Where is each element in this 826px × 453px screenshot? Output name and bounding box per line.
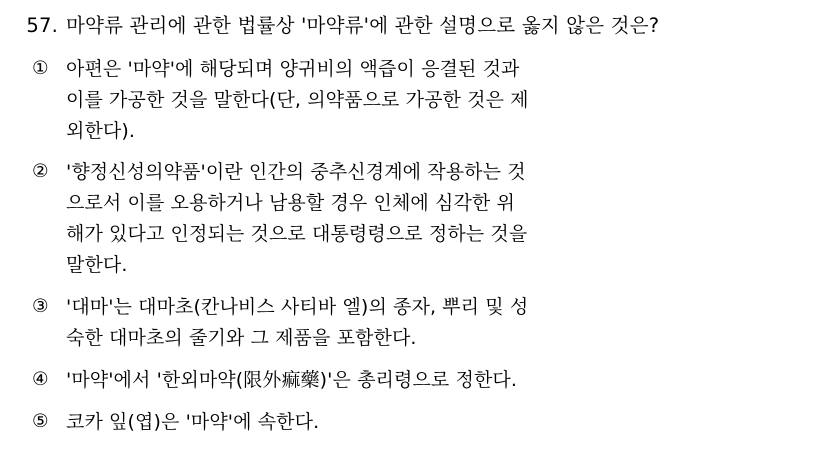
choice-marker-2: ② <box>32 161 49 183</box>
choice-marker-1: ① <box>32 57 49 79</box>
choice-text-1 <box>66 54 738 147</box>
choice-option-5[interactable] <box>18 407 808 438</box>
choice-text-2 <box>66 157 738 281</box>
choice-list <box>18 54 808 439</box>
choice-option-2[interactable] <box>18 157 808 281</box>
choice-3-line-2: 숙한 대마초의 줄기와 그 제품을 포함한다. <box>66 327 417 350</box>
choice-4-line-1: '마약'에서 '한외마약(限外痲藥)'은 총리령으로 정한다. <box>66 369 517 392</box>
question-text: 마약류 관리에 관한 법률상 '마약류'에 관한 설명으로 옳지 않은 것은? <box>66 14 660 37</box>
choice-1-line-1: 아편은 '마약'에 해당되며 양귀비의 액즙이 응결된 것과 <box>66 57 520 80</box>
choice-marker-4: ④ <box>32 369 49 391</box>
choice-text-5 <box>66 407 738 438</box>
choice-5-line-1: 코카 잎(엽)은 '마약'에 속한다. <box>66 411 320 434</box>
choice-text-3 <box>66 292 738 354</box>
choice-2-line-4: 말한다. <box>66 254 128 277</box>
choice-1-line-2: 이를 가공한 것을 말한다(단, 의약품으로 가공한 것은 제 <box>66 88 529 111</box>
choice-option-4[interactable] <box>18 365 808 396</box>
choice-option-3[interactable] <box>18 292 808 354</box>
choice-text-4 <box>66 365 738 396</box>
choice-2-line-1: '향정신성의약품'이란 인간의 중추신경계에 작용하는 것 <box>66 161 526 184</box>
choice-3-line-1: '대마'는 대마초(칸나비스 사티바 엘)의 종자, 뿌리 및 성 <box>66 296 529 319</box>
choice-1-line-3: 외한다). <box>66 119 136 142</box>
choice-marker-3: ③ <box>32 296 49 318</box>
choice-marker-5: ⑤ <box>32 411 49 433</box>
question-number: 57. <box>26 14 58 37</box>
choice-2-line-3: 해가 있다고 인정되는 것으로 대통령령으로 정하는 것을 <box>66 223 528 246</box>
choice-2-line-2: 으로서 이를 오용하거나 남용할 경우 인체에 심각한 위 <box>66 192 515 215</box>
question-stem <box>18 10 808 42</box>
choice-option-1[interactable] <box>18 54 808 147</box>
